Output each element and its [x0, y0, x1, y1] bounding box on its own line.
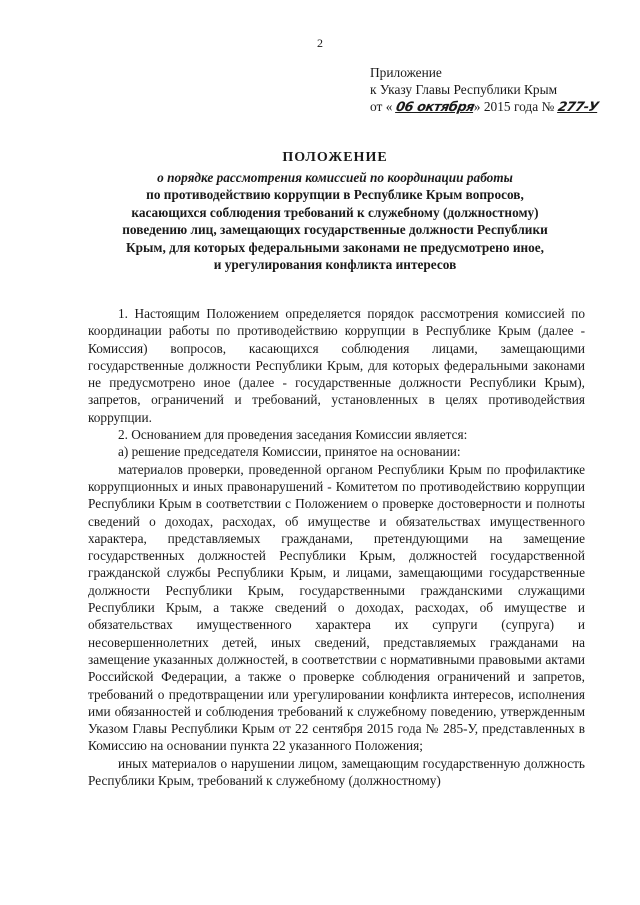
appendix-line-1: Приложение	[370, 65, 442, 80]
handwritten-date: 06 октября	[394, 100, 476, 115]
document-title: ПОЛОЖЕНИЕ	[282, 150, 388, 165]
subtitle-line-3: касающихся соблюдения требований к служебному (должностному)	[131, 204, 539, 220]
paragraph-2: 2. Основанием для проведения заседания Комиссии является:	[118, 427, 468, 443]
appendix-year-label: 2015 года №	[483, 99, 555, 114]
document-subtitle	[90, 169, 580, 273]
subtitle-line-6: и урегулирования конфликта интересов	[213, 257, 457, 273]
document-heading	[90, 150, 580, 273]
paragraph-2a-materials: материалов проверки, проведенной органом Республики Крым по профилактике коррупционных и иных правонарушений - Комитетом по противодействию коррупции Республики Крым в соответствии с Положением о проверке достоверности и полноты сведений о доходах, расходах, об имуществе и обязательствах имущественного характера, представляемых гражданами, претендующими на замещение государственных должностей Республики Крым, должностей государственной гражданской службы Республики Крым, и лицами, замещающими государственные должности Республики Крым, государственными гражданскими служащими Республики Крым, а также сведений о доходах, расходах, об имуществе и обязательствах имущественного характера их супруги (супруга) и несовершеннолетних детей, иных сведений, представляемых гражданами на замещение указанных должностей, в соответствии с нормативными правовыми актами Российской Федерации, а также о проверке соблюдения ограничений и запретов, требований о предотвращении или урегулировании конфликта интересов, исполнения ими обязанностей и соблюдения требований к служебному поведению, утвержденным Указом Главы Республики Крым от 22 сентября 2015 года № 285-У, представленных в Комиссию на основании пункта 22 указанного Положения;	[88, 461, 585, 754]
appendix-date-prefix: от «	[370, 99, 393, 114]
appendix-line-2: к Указу Главы Республики Крым	[370, 82, 558, 97]
appendix-block	[370, 64, 632, 116]
appendix-line-3: от « 06 октября» 2015 года № 277-У	[370, 99, 600, 115]
subtitle-line-4: поведению лиц, замещающих государственные должности Республики	[122, 222, 548, 238]
document-body	[88, 305, 585, 789]
paragraph-2a-other: иных материалов о нарушении лицом, замещающим государственную должность Республики Крым, требований к служебному (должностному)	[88, 755, 585, 789]
subtitle-line-5: Крым, для которых федеральными законами не предусмотрено иное,	[125, 239, 545, 255]
paragraph-2a: а) решение председателя Комиссии, принятое на основании:	[118, 444, 461, 460]
page-number: 2	[317, 36, 323, 50]
paragraph-1: 1. Настоящим Положением определяется порядок рассмотрения комиссией по координации работы по противодействию коррупции в Республике Крым (далее - Комиссия) вопросов, касающихся соблюдения лицами, замещающими государственные должности Республики Крым, для которых федеральными законами не предусмотрено иное (далее - государственные должности Республики Крым), запретов, ограничений и требований, установленных в целях противодействия коррупции.	[88, 306, 585, 425]
subtitle-line-1: о порядке рассмотрения комиссией по координации работы	[157, 170, 513, 185]
handwritten-number: 277-У	[556, 100, 600, 115]
subtitle-line-2: по противодействию коррупции в Республике Крым вопросов,	[146, 187, 524, 203]
